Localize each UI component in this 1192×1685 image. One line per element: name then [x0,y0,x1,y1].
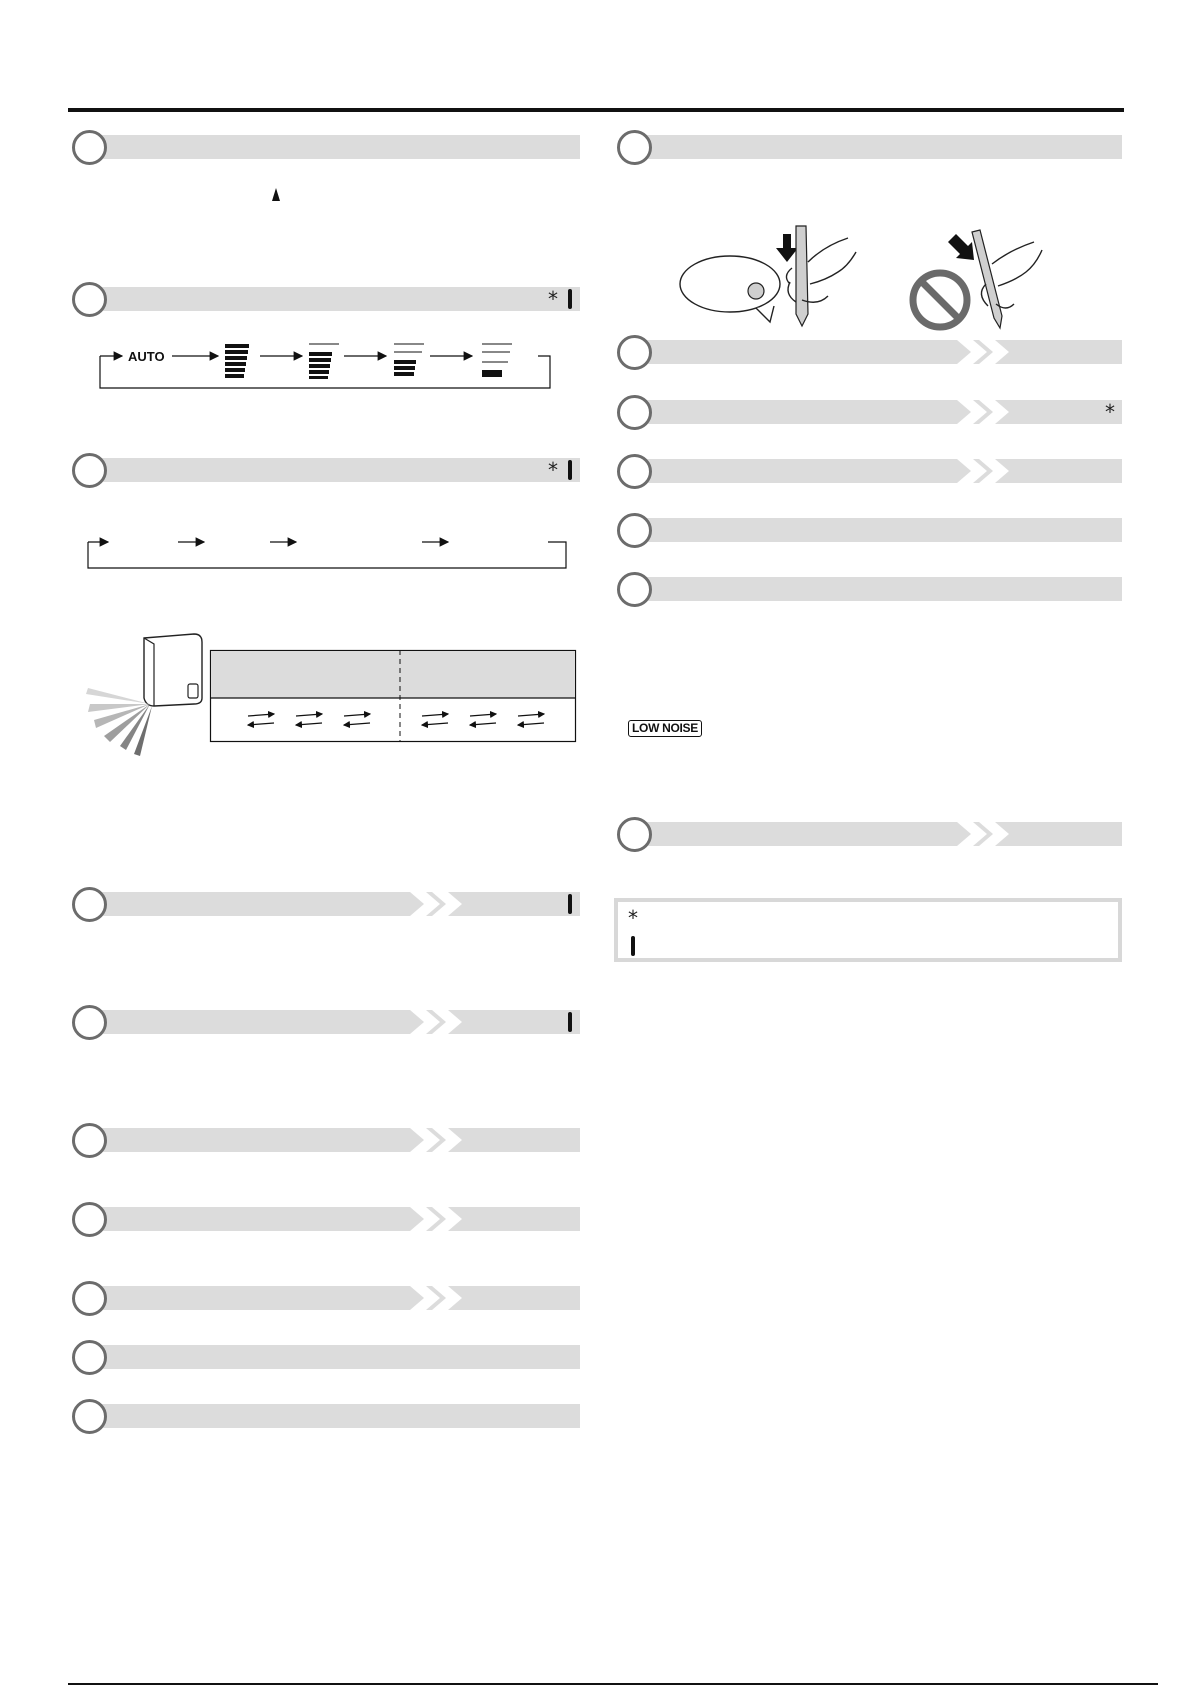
section-dot-icon [72,282,107,317]
double-chevron-icon [957,340,1017,364]
double-chevron-icon [957,459,1017,483]
down-arrow-icon [776,234,798,262]
section-heading-s10 [72,1402,580,1430]
section-heading-s5 [72,1008,580,1036]
asterisk-mark: * [548,458,558,482]
press-button-correct-illustration [678,222,878,328]
note-box [614,898,1122,962]
section-bar [92,1286,580,1310]
section-bar [92,1128,580,1152]
bar-mark-icon [631,936,635,956]
no-sign-icon [913,273,967,327]
section-bar [92,1404,580,1428]
section-bar [637,400,1122,424]
bar-mark-icon [568,894,572,914]
auto-label: AUTO [128,349,165,364]
double-chevron-icon [410,1128,470,1152]
section-dot-icon [617,130,652,165]
double-chevron-icon [957,400,1017,424]
section-dot-icon [72,453,107,488]
section-heading-r5 [617,516,1122,544]
section-dot-icon [72,1005,107,1040]
section-bar [92,135,580,159]
section-heading-s3 [72,456,580,484]
asterisk-mark: * [548,287,558,311]
fan-level-3-icon [309,344,339,379]
asterisk-mark: * [1105,400,1115,424]
pen-icon [972,230,1002,328]
section-bar [92,1345,580,1369]
section-bar [92,1010,580,1034]
section-dot-icon [617,513,652,548]
top-rule [68,108,1124,112]
section-dot-icon [617,335,652,370]
double-chevron-icon [410,1207,470,1231]
indoor-unit-illustration [84,628,214,758]
air-louver-fan-icon [86,688,152,756]
section-bar [637,822,1122,846]
asterisk-mark: * [628,906,638,930]
section-dot-icon [72,1340,107,1375]
section-dot-icon [617,454,652,489]
section-bar [92,892,580,916]
section-heading-r6 [617,575,1122,603]
bar-mark-icon [568,1012,572,1032]
pen-icon [796,226,808,326]
section-heading-s7 [72,1205,580,1233]
double-chevron-icon [957,822,1017,846]
section-dot-icon [72,1123,107,1158]
section-heading-s4 [72,890,580,918]
section-bar [92,458,580,482]
section-heading-s8 [72,1284,580,1312]
fan-level-2-icon [394,344,424,376]
section-bar [637,577,1122,601]
section-bar [92,1207,580,1231]
press-button-wrong-illustration [902,228,1062,328]
section-dot-icon [617,572,652,607]
section-heading-r7 [617,820,1122,848]
double-chevron-icon [410,1010,470,1034]
section-bar [92,287,580,311]
fan-level-4-icon [225,344,249,378]
section-dot-icon [72,130,107,165]
section-bar [637,135,1122,159]
section-heading-r4 [617,457,1122,485]
section-dot-icon [617,817,652,852]
section-heading-s9 [72,1343,580,1371]
section-bar [637,340,1122,364]
section-dot-icon [617,395,652,430]
section-heading-s1 [72,133,580,161]
triangle-pointer-icon [272,188,280,201]
swing-table [210,650,576,742]
section-dot-icon [72,887,107,922]
low-noise-badge: LOW NOISE [628,720,702,737]
section-dot-icon [72,1399,107,1434]
section-heading-s2 [72,285,580,313]
section-dot-icon [72,1202,107,1237]
diagonal-arrow-icon [948,234,974,260]
airflow-cycle-diagram [86,530,568,570]
fan-level-1-icon [482,344,512,377]
section-dot-icon [72,1281,107,1316]
section-heading-r1 [617,133,1122,161]
section-heading-r2 [617,338,1122,366]
section-heading-s6 [72,1126,580,1154]
bar-mark-icon [568,460,572,480]
double-chevron-icon [410,1286,470,1310]
double-chevron-icon [410,892,470,916]
section-bar [637,459,1122,483]
section-heading-r3 [617,398,1122,426]
bar-mark-icon [568,289,572,309]
section-bar [637,518,1122,542]
